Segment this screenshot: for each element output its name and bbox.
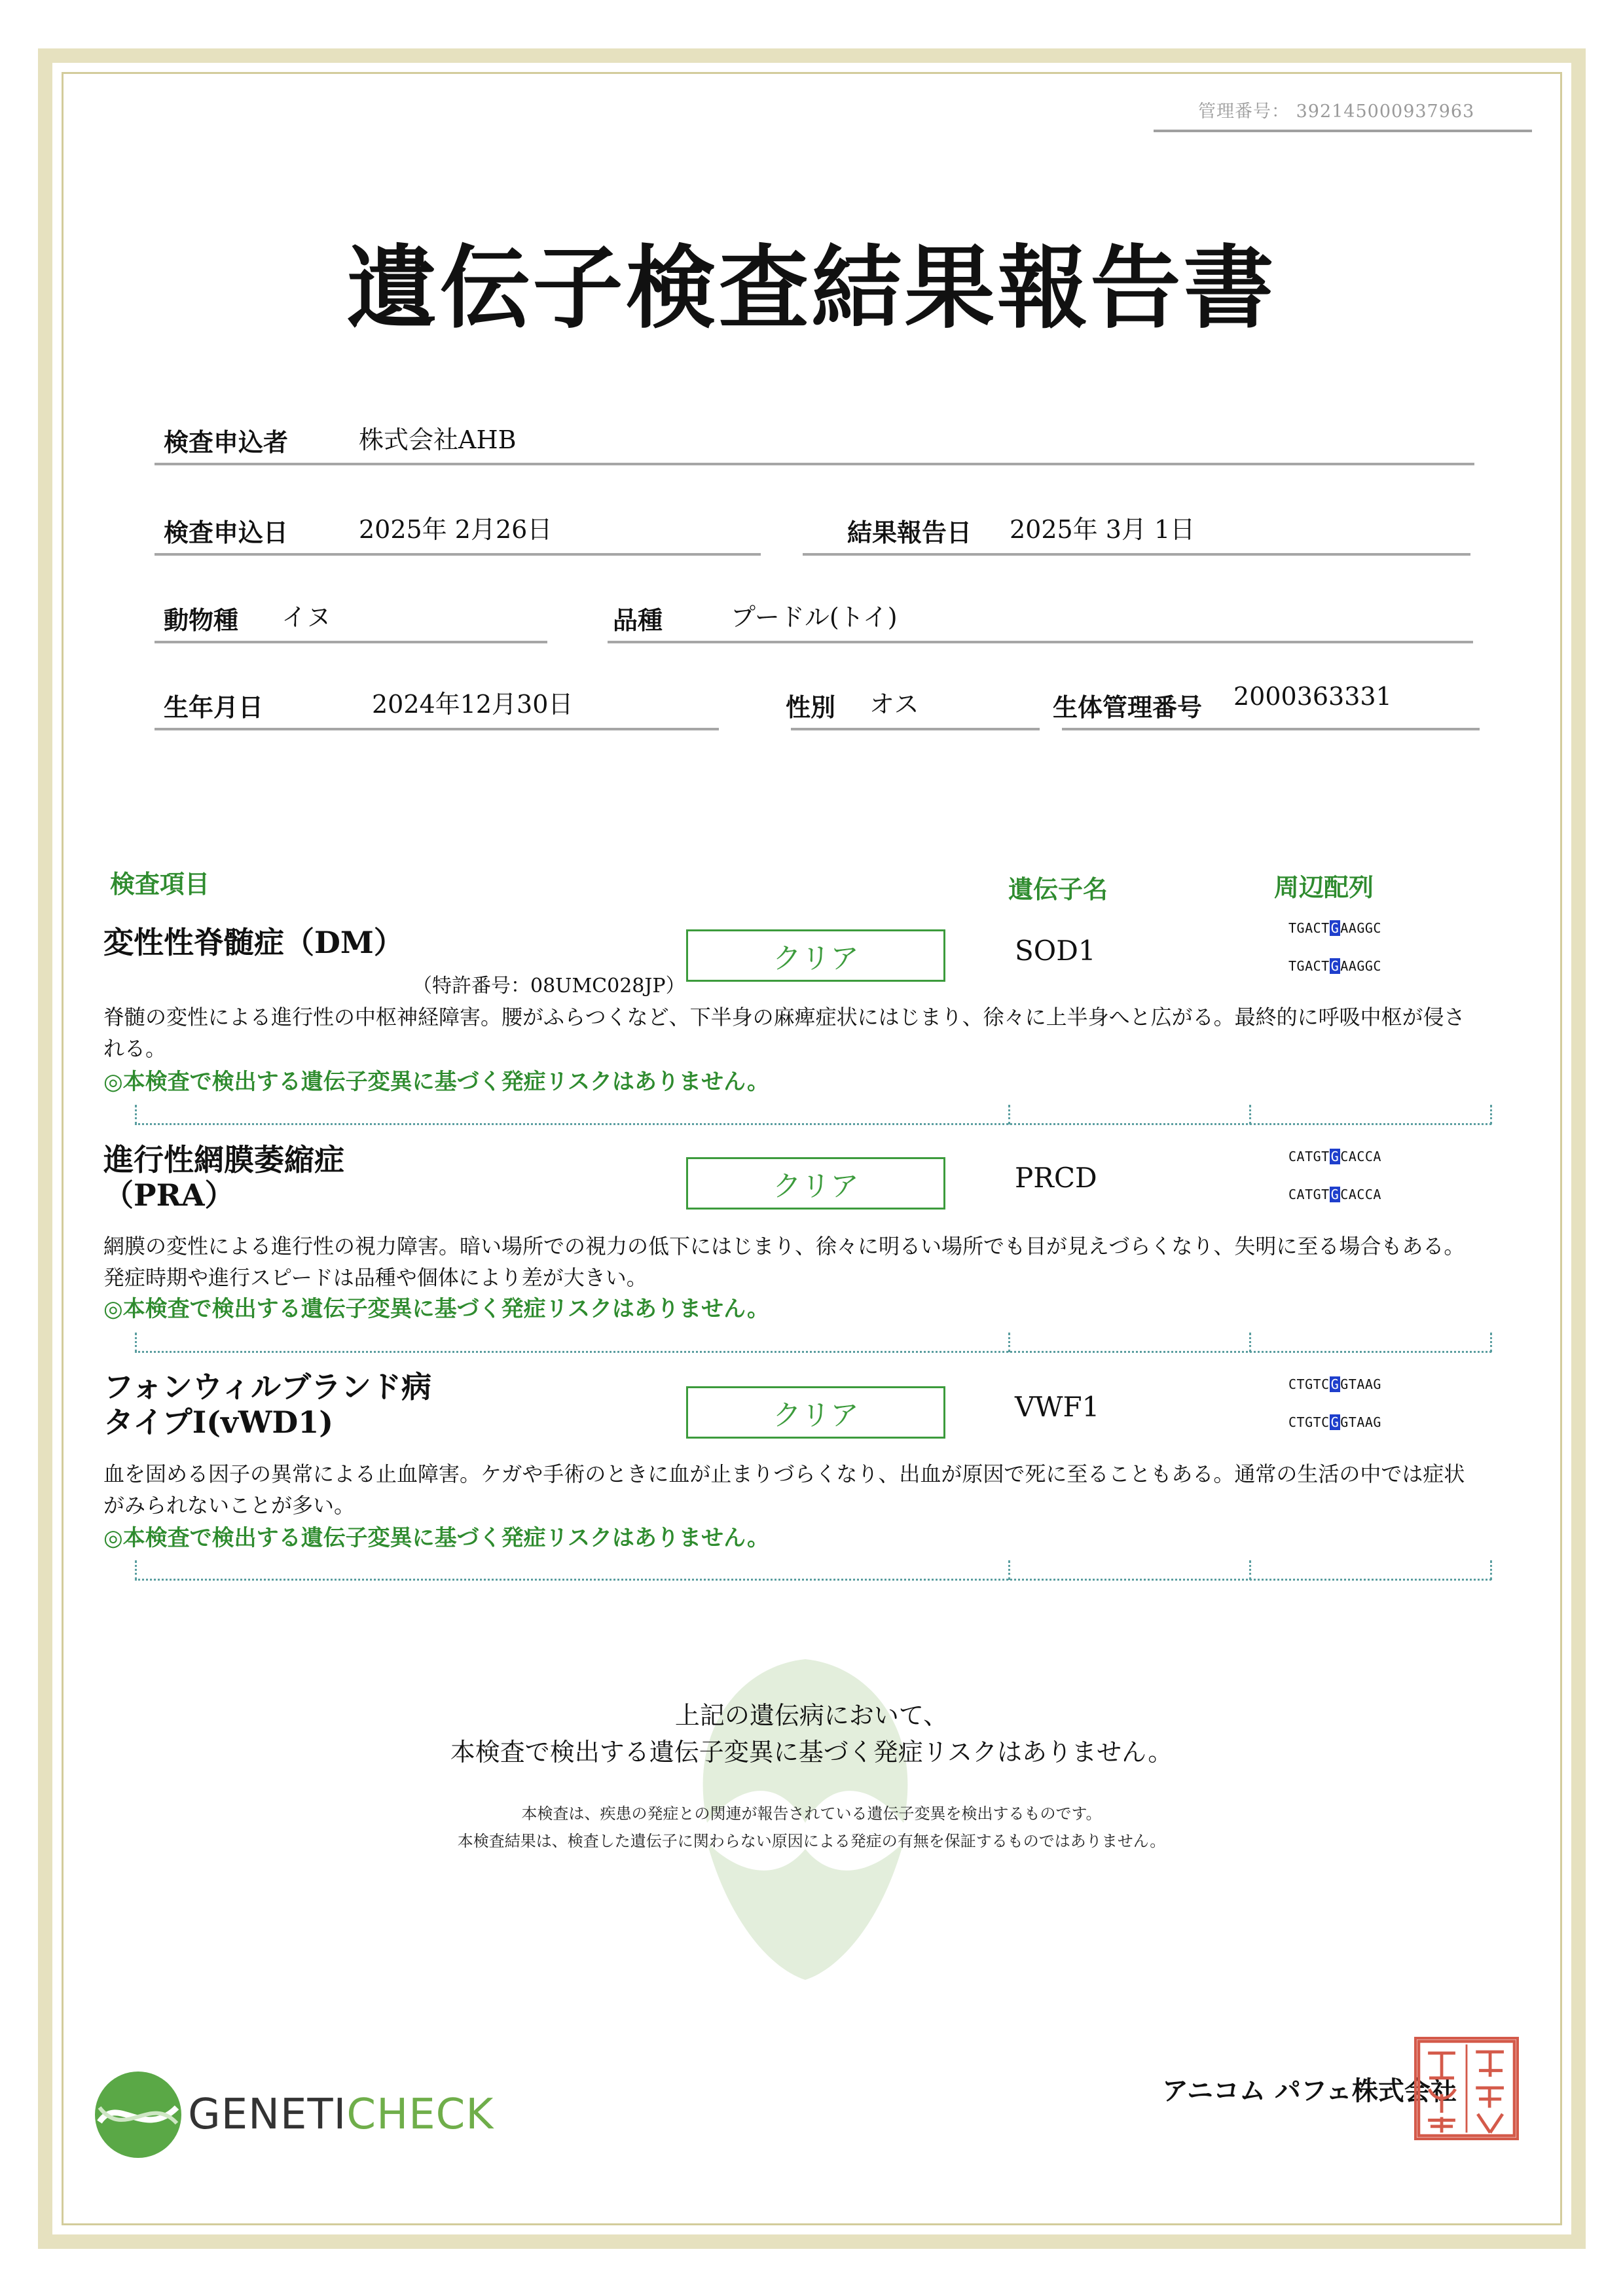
report-date-label: 結果報告日 (847, 518, 972, 547)
sequence-header: 周辺配列 (1274, 872, 1374, 902)
divider-tick (135, 1105, 137, 1124)
sequence-allele-2: CTGTC G GTAAG (1288, 1414, 1381, 1430)
divider-tick (1490, 1333, 1492, 1352)
species-underline (155, 641, 547, 643)
test-description: 血を固める因子の異常による止血障害。ケガや手術のときに血が止まりづらくなり、出血が原因で死に至ることもある。通常の生活の中では症状 がみられないことが多い。 (103, 1462, 1465, 1518)
control-number-value: 392145000937963 (1296, 101, 1475, 122)
test-description: 網膜の変性による進行性の視力障害。暗い場所での視力の低下にはじまり、徐々に明るい場所でも目が見えづらくなり、失明に至る場合もある。 発症時期や進行スピードは品種や個体により差が大きい。 (103, 1234, 1465, 1290)
row-divider (135, 1351, 1491, 1353)
variant-base: G (1330, 920, 1340, 936)
birthdate-label: 生年月日 (164, 692, 264, 722)
geneticheck-logo (92, 2068, 494, 2161)
breed-label: 品種 (613, 605, 663, 635)
birthdate-value: 2024年12月30日 (372, 690, 574, 719)
test-name: 進行性網膜萎縮症 （PRA） (103, 1142, 344, 1213)
summary-line-2: 本検査で検出する遺伝子変異に基づく発症リスクはありません。 (450, 1738, 1173, 1767)
gene-header: 遺伝子名 (1008, 874, 1108, 904)
result-badge: クリア (686, 1157, 945, 1210)
control-number (1198, 97, 1474, 122)
divider-tick (1008, 1333, 1010, 1352)
divider-tick (1249, 1105, 1251, 1124)
subject-id-underline (1062, 728, 1480, 730)
subject-id-label: 生体管理番号 (1053, 692, 1203, 722)
control-number-label: 管理番号： (1198, 101, 1290, 122)
sequence-allele-2: TGACT G AAGGC (1288, 958, 1381, 974)
risk-notice: ◎本検査で検出する遺伝子変異に基づく発症リスクはありません。 (103, 1525, 770, 1551)
applicant-label: 検査申込者 (164, 427, 289, 457)
test-description: 脊髄の変性による進行性の中枢神経障害。腰がふらつくなど、下半身の麻痺症状にはじまり、徐々に上半身へと広がる。最終的に呼吸中枢が侵さ れる。 (103, 1005, 1465, 1061)
gene-name: SOD1 (1015, 935, 1096, 967)
item-header: 検査項目 (110, 869, 210, 899)
report-date-value: 2025年 3月 1日 (1010, 515, 1195, 544)
page-title: 遺伝子検査結果報告書 (346, 234, 1277, 341)
gene-name: VWF1 (1015, 1391, 1100, 1423)
divider-tick (135, 1560, 137, 1580)
disclaimer: 本検査は、疾患の発症との関連が報告されている遺伝子変異を検出するものです。 本検査結果は、検査した遺伝子に関わらない原因による発症の有無を保証するものではありません。 (457, 1804, 1166, 1850)
control-number-underline (1154, 130, 1532, 132)
breed-value: プードル(トイ) (731, 603, 898, 632)
company-seal-stamp (1414, 2037, 1519, 2140)
divider-tick (1490, 1105, 1492, 1124)
logo-text-check: CHECK (346, 2090, 494, 2139)
test-name: 変性性脊髄症（DM） (103, 925, 404, 960)
apply-date-value: 2025年 2月26日 (359, 515, 553, 544)
divider-tick (135, 1333, 137, 1352)
gene-name: PRCD (1015, 1162, 1097, 1194)
sex-value: オス (869, 690, 919, 719)
sequence-allele-1: CTGTC G GTAAG (1288, 1376, 1381, 1392)
risk-notice: ◎本検査で検出する遺伝子変異に基づく発症リスクはありません。 (103, 1069, 770, 1095)
species-value: イヌ (282, 603, 332, 632)
summary-line-1: 上記の遺伝病において、 (674, 1701, 949, 1730)
applicant-value: 株式会社AHB (359, 425, 517, 454)
apply-date-label: 検査申込日 (164, 518, 289, 547)
risk-notice: ◎本検査で検出する遺伝子変異に基づく発症リスクはありません。 (103, 1296, 770, 1322)
row-divider (135, 1579, 1491, 1581)
divider-tick (1249, 1333, 1251, 1352)
sex-label: 性別 (786, 692, 836, 722)
sequence-allele-1: TGACT G AAGGC (1288, 920, 1381, 936)
dna-leaf-icon (92, 2068, 185, 2161)
applicant-underline (155, 463, 1474, 465)
logo-text-geneti: GENETI (188, 2090, 347, 2139)
divider-tick (1490, 1560, 1492, 1580)
row-divider (135, 1123, 1491, 1125)
birthdate-underline (155, 728, 719, 730)
variant-base: G (1330, 1149, 1340, 1164)
patent-number: （特許番号：08UMC028JP） (412, 975, 685, 997)
divider-tick (1249, 1560, 1251, 1580)
divider-tick (1008, 1560, 1010, 1580)
result-badge: クリア (686, 1386, 945, 1439)
test-name: フォンウィルブランド病 タイプⅠ(vWD1) (103, 1369, 431, 1440)
variant-base: G (1330, 1414, 1340, 1430)
variant-base: G (1330, 958, 1340, 974)
sequence-allele-2: CATGT G CACCA (1288, 1187, 1381, 1202)
variant-base: G (1330, 1187, 1340, 1202)
apply-date-underline (155, 553, 761, 556)
report-date-underline (803, 553, 1470, 556)
divider-tick (1008, 1105, 1010, 1124)
breed-underline (608, 641, 1473, 643)
sequence-allele-1: CATGT G CACCA (1288, 1149, 1381, 1164)
variant-base: G (1330, 1376, 1340, 1392)
subject-id-value: 2000363331 (1233, 682, 1392, 711)
result-badge: クリア (686, 929, 945, 982)
species-label: 動物種 (164, 605, 239, 635)
company-name: アニコム パフェ株式会社 (1162, 2075, 1457, 2106)
sex-underline (791, 728, 1040, 730)
